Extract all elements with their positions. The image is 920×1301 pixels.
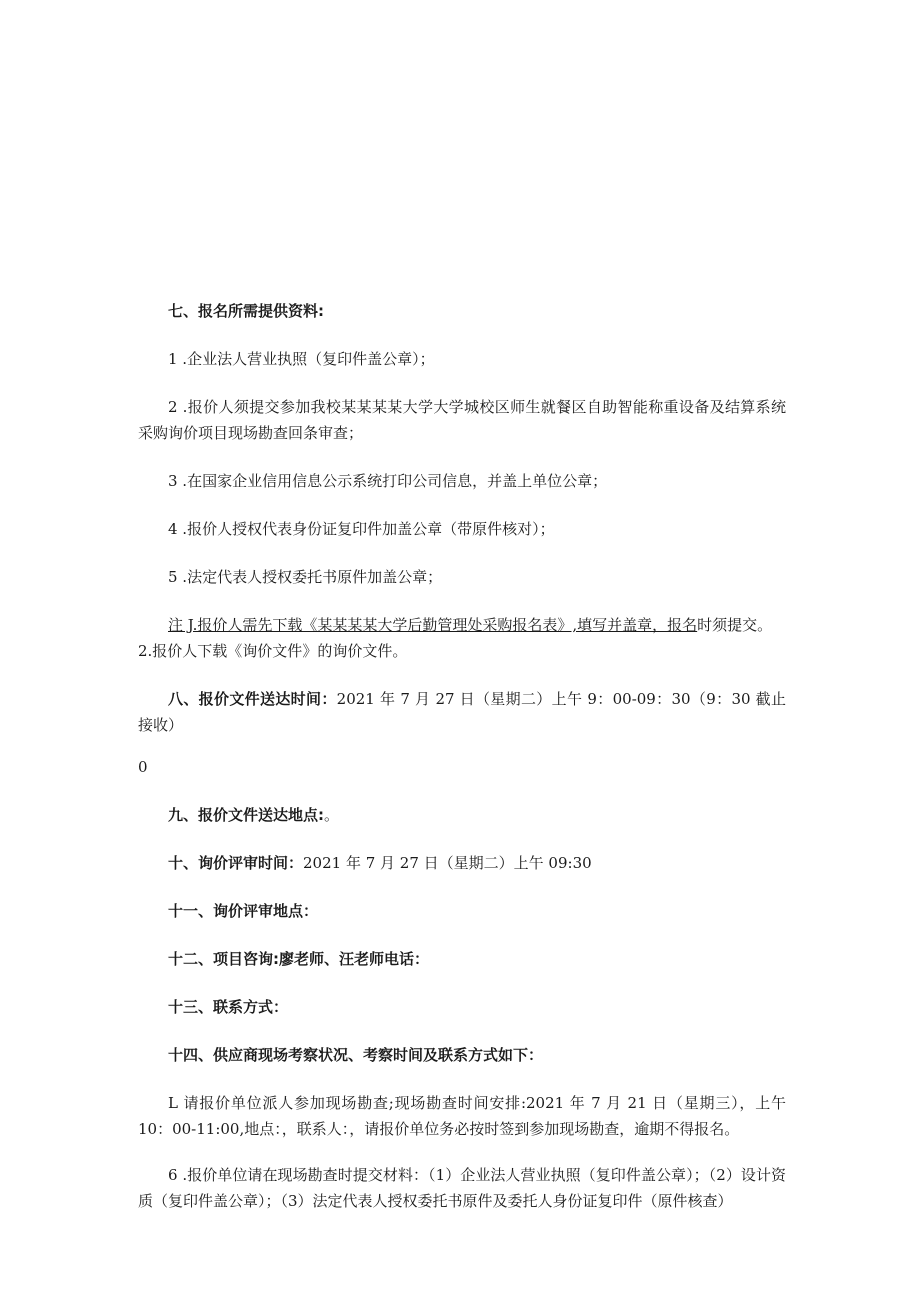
section-7-note-2: 2.报价人下载《询价文件》的询价文件。	[138, 642, 408, 660]
section-9	[138, 802, 786, 828]
section-8-heading: 八、报价文件送达时间：	[168, 690, 337, 708]
section-14-item-1: L 请报价单位派人参加现场勘查;现场勘查时间安排:2021 年 7 月 21 日（星期三），上午 10：00-11:00,地点：，联系人：，请报价单位务必按时签到参加现场勘查，逾期不得报名。	[138, 1094, 786, 1138]
section-13-heading: 十三、联系方式：	[168, 998, 289, 1016]
section-9-heading: 九、报价文件送达地点:	[168, 806, 324, 824]
section-12-heading: 十二、项目咨询:廖老师、汪老师电话：	[168, 950, 430, 968]
document-page	[138, 298, 786, 1214]
section-10-heading: 十、询价评审时间：	[168, 854, 304, 872]
section-9-value: 。	[324, 806, 340, 824]
section-11-heading: 十一、询价评审地点：	[168, 902, 319, 920]
section-10-value: 2021 年 7 月 27 日（星期二）上午 09:30	[303, 854, 592, 872]
note-underlined-text: 注 J.报价人需先下载《某某某某大学后勤管理处采购报名表》,填写并盖章，报名	[168, 616, 698, 634]
section-7-item-4: 4 .报价人授权代表身份证复印件加盖公章（带原件核对）；	[168, 520, 555, 538]
section-8-trailing: 0	[138, 758, 148, 776]
note-rest-text: 时须提交。	[697, 616, 773, 634]
section-7-item-3: 3 .在国家企业信用信息公示系统打印公司信息，并盖上单位公章；	[168, 472, 608, 490]
section-7-item-2: 2 .报价人须提交参加我校某某某某大学大学城校区师生就餐区自助智能称重设备及结算系统采购询价项目现场勘查回条审查；	[138, 398, 786, 442]
section-14-heading: 十四、供应商现场考察状况、考察时间及联系方式如下：	[168, 1046, 544, 1064]
section-8	[138, 686, 786, 738]
section-7-item-1: 1 .企业法人营业执照（复印件盖公章）；	[168, 350, 435, 368]
section-14-item-2: 6 .报价单位请在现场勘查时提交材料：（1）企业法人营业执照（复印件盖公章）；（2）设计资质（复印件盖公章）；（3）法定代表人授权委托书原件及委托人身份证复印件（原件核查）	[138, 1166, 786, 1210]
section-8-value: 2021 年 7 月 27 日（星期二）上午 9：00-09：30（9：30 截止接收）	[138, 690, 786, 734]
section-7-item-5: 5 .法定代表人授权委托书原件加盖公章；	[168, 568, 443, 586]
section-7-note	[138, 612, 786, 638]
section-10	[138, 850, 786, 876]
section-7-heading: 七、报名所需提供资料:	[168, 302, 324, 320]
